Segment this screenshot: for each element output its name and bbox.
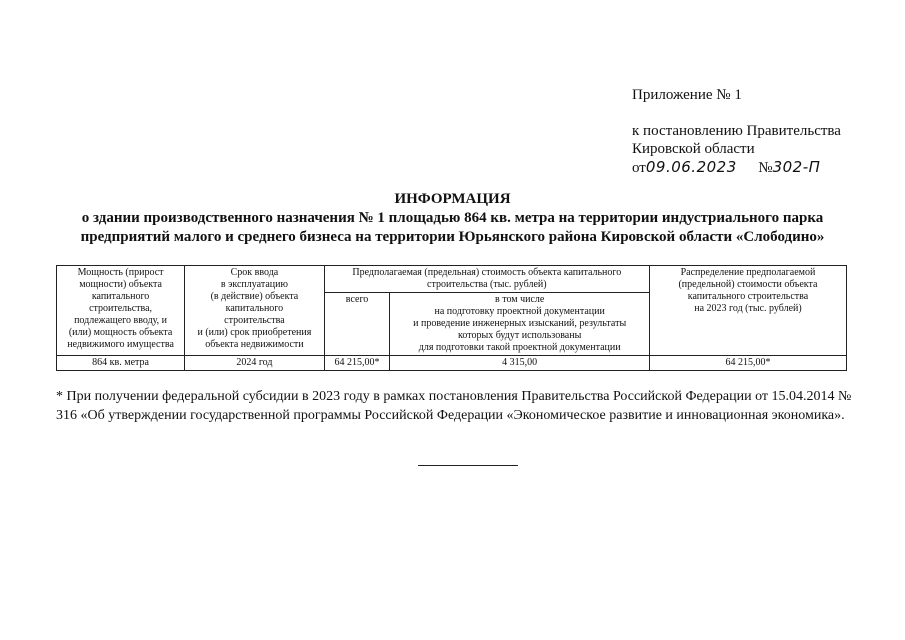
- handwritten-date: 09.06.2023: [645, 158, 737, 176]
- info-table: [56, 265, 847, 371]
- cell-term: 2024 год: [185, 356, 325, 371]
- number-prefix: №: [758, 160, 773, 176]
- header-term: Срок ввода в эксплуатацию (в действие) объекта капитального строительства и (или) срок приобретения объекта недвижимости: [185, 266, 325, 356]
- title-line-1: о здании производственного назначения № 1 площадью 864 кв. метра на территории индустриального парка: [81, 210, 824, 226]
- table-row: [57, 356, 847, 371]
- header-capacity: Мощность (прирост мощности) объекта капитального строительства, подлежащего вводу, и (или) мощность объекта недвижимого имущества: [57, 266, 185, 356]
- header-cost-group: Предполагаемая (предельная) стоимость объекта капитального строительства (тыс. рублей): [324, 266, 649, 293]
- resolution-line-2: Кировской области: [632, 141, 755, 157]
- cell-cost-total: 64 215,00*: [324, 356, 390, 371]
- resolution-reference: [632, 122, 841, 177]
- header-cost-incl: в том числе на подготовку проектной документации и проведение инженерных изысканий, результаты которых будут использованы для подготовки такой проектной документации: [390, 293, 650, 356]
- resolution-date-line: [632, 158, 841, 177]
- resolution-line-1: к постановлению Правительства: [632, 123, 841, 139]
- handwritten-number: 302-П: [772, 158, 821, 176]
- header-distribution: Распределение предполагаемой (предельной) стоимости объекта капитального строительства на 2023 год (тыс. рублей): [649, 266, 846, 356]
- cell-distribution: 64 215,00*: [649, 356, 846, 371]
- cell-cost-incl: 4 315,00: [390, 356, 650, 371]
- date-prefix: от: [632, 160, 646, 176]
- title-main: ИНФОРМАЦИЯ: [394, 191, 511, 207]
- document-title: [40, 190, 865, 247]
- footnote: * При получении федеральной субсидии в 2023 году в рамках постановления Правительства Российской Федерации от 15.04.2014 № 316 «Об утверждении государственной программы Российской Федерации «Экономическое развитие и инновационная экономика».: [56, 389, 852, 423]
- table-header-row: [57, 266, 847, 293]
- title-line-2: предприятий малого и среднего бизнеса на территории Юрьянского района Кировской области «Слободино»: [80, 229, 825, 245]
- header-cost-total: всего: [324, 293, 390, 356]
- cell-capacity: 864 кв. метра: [57, 356, 185, 371]
- closing-divider: [418, 465, 518, 466]
- appendix-label: Приложение № 1: [632, 87, 742, 103]
